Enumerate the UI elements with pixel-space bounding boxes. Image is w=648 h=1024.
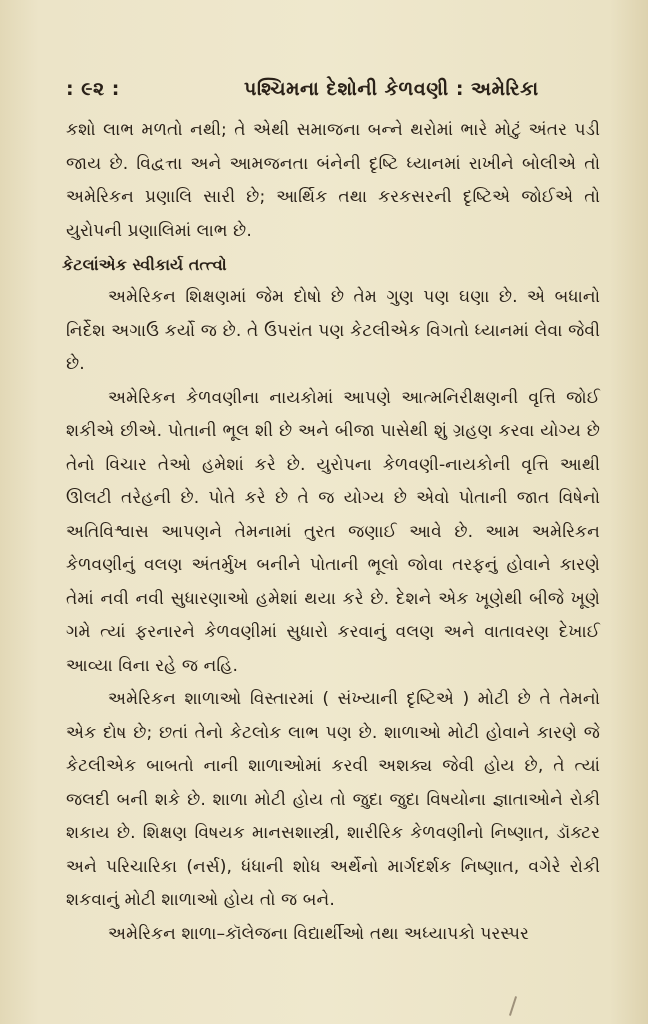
paragraph: અમેરિકન શિક્ષણમાં જેમ દોષો છે તેમ ગુણ પણ ઘણા છે. એ બધાનો નિર્દેશ અગાઉ કર્યો જ છે. તે ઉપરાંત પણ કેટલીએક વિગતો ધ્યાનમાં લેવા જેવી છે. [66, 287, 600, 374]
page-number: : ૯૨ : [66, 78, 120, 100]
paragraph: અમેરિકન કેળવણીના નાયકોમાં આપણે આત્મનિરીક્ષણની વૃત્તિ જોઈ શકીએ છીએ. પોતાની ભૂલ શી છે અને બીજા પાસેથી શું ગ્રહણ કરવા યોગ્ય છે તેનો વિચાર તેઓ હમેશાં કરે છે. યુરોપના કેળવણી-નાયકોની વૃત્તિ આથી ઊલટી તરેહની છે. પોતે કરે છે તે જ યોગ્ય છે એવો પોતાની જાત વિષેનો અતિવિશ્વાસ આપણને તેમનામાં તુરત જણાઈ આવે છે. આમ અમેરિકન કેળવણીનું વલણ અંતર્મુખ બનીને પોતાની ભૂલો જોવા તરફનું હોવાને કારણે તેમાં નવી નવી સુધારણાઓ હમેશાં થયા કરે છે. દેશને એક ખૂણેથી બીજે ખૂણે ગમે ત્યાં ફરનારને કેળવણીમાં સુધારો કરવાનું વલણ અને વાતાવરણ દેખાઈ આવ્યા વિના રહે જ નહિ. [66, 387, 600, 676]
section-heading: કેટલાંએક સ્વીકાર્ય તત્ત્વો [62, 255, 227, 274]
page-header [66, 78, 600, 100]
running-head: પશ્ચિમના દેશોની કેળવણી : અમેરિકા [244, 78, 539, 100]
paragraph: અમેરિકન શાળા–કૉલેજના વિદ્યાર્થીઓ તથા અધ્યાપકો પરસ્પર [108, 923, 529, 944]
paragraph-continuation: કશો લાભ મળતો નથી; તે એથી સમાજના બન્ને થરોમાં ભારે મોટું અંતર પડી જાય છે. વિદ્વત્તા અને આમજનતા બંનેની દૃષ્ટિ ધ્યાનમાં રાખીને બોલીએ તો અમેરિકન પ્રણાલિ સારી છે; આર્થિક તથા કરકસરની દૃષ્ટિએ જોઈએ તો યુરોપની પ્રણાલિમાં લાભ છે. [66, 120, 601, 241]
paragraph: અમેરિકન શાળાઓ વિસ્તારમાં ( સંખ્યાની દૃષ્ટિએ ) મોટી છે તે તેમનો એક દોષ છે; છતાં તેનો કેટલોક લાભ પણ છે. શાળાઓ મોટી હોવાને કારણે જે કેટલીએક બાબતો નાની શાળાઓમાં કરવી અશક્ય જેવી હોય છે, તે ત્યાં જલદી બની શકે છે. શાળા મોટી હોય તો જુદા જુદા વિષયોના જ્ઞાતાઓને રોકી શકાય છે. શિક્ષણ વિષયક માનસશાસ્ત્રી, શારીરિક કેળવણીનો નિષ્ણાત, ડૉક્ટર અને પરિચારિકા (નર્સ), ધંધાની શોધ અર્થેનો માર્ગદર્શક નિષ્ણાત, વગેરે રોકી શકવાનું મોટી શાળાઓ હોય તો જ બને. [66, 689, 600, 910]
pen-mark [509, 996, 517, 1016]
